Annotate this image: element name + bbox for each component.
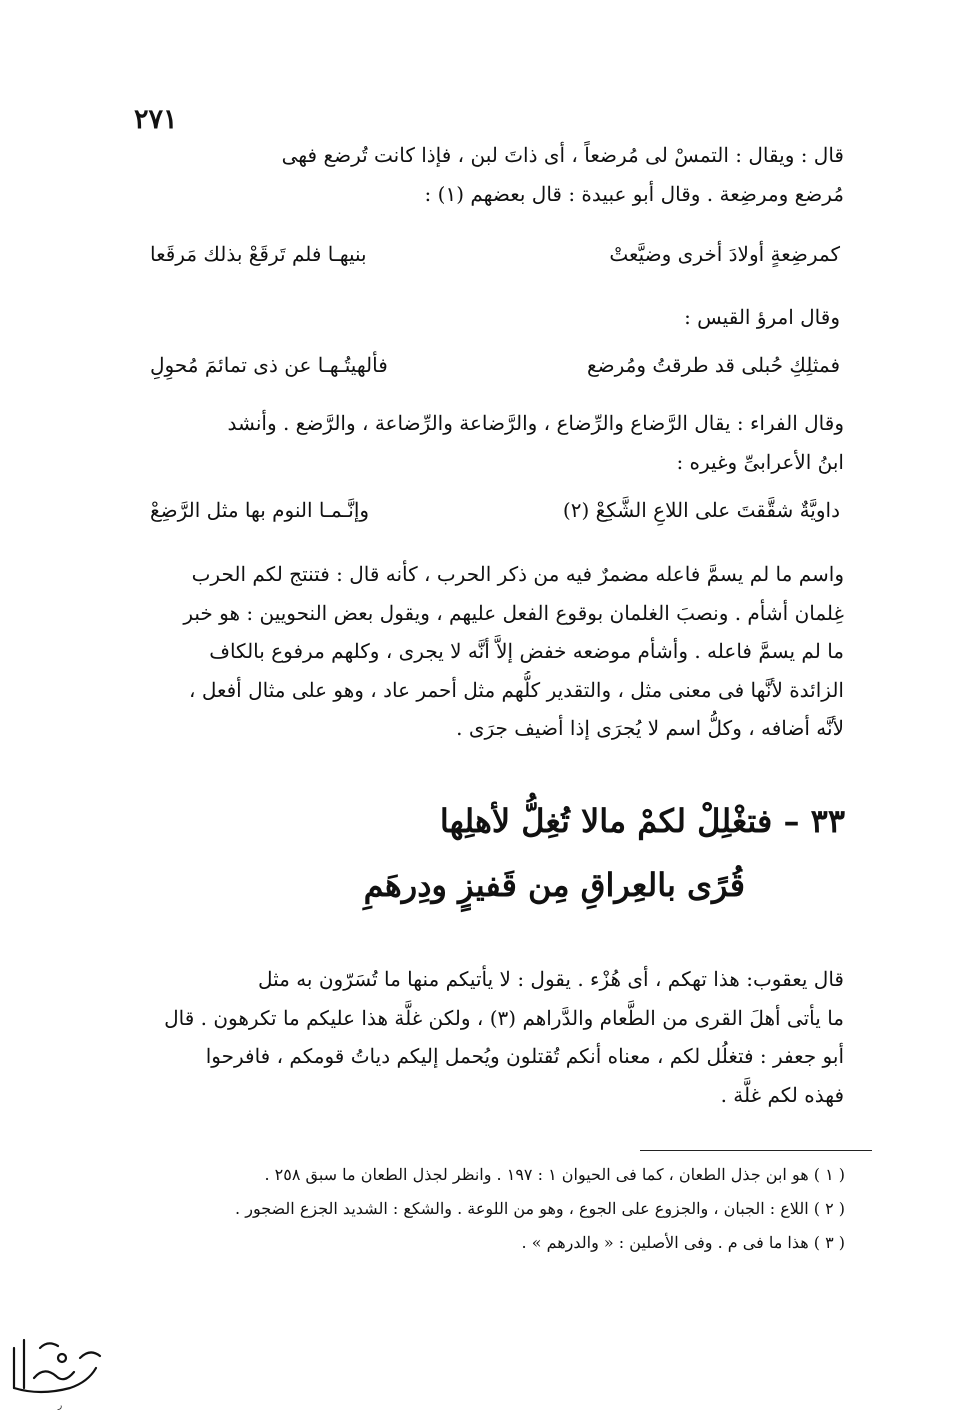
poem-line-1 [440,798,845,844]
verse-hemistich-second: وإنَّـمـا النوم بها مثل الرَّضِعْ [150,498,370,522]
verse-hemistich-first: كمرضِعةٍ أولادَ أخرى وضيَّعتْ [609,242,840,266]
poem-line-2 [364,862,745,908]
text-line: واسم ما لم يسمَّ فاعله مضمرٌ فيه من ذكر الحرب ، كأنه قال : فتنتج لكم الحرب [191,562,844,586]
text-line: ابنُ الأعرابىِّ وغيره : [676,449,844,474]
verse-2 [150,345,840,385]
verse-hemistich-first: فمثلِكِ حُبلى قد طرقتُ ومُرضع [587,353,840,377]
paragraph-4 [132,555,844,748]
paragraph-1 [132,136,844,213]
footnote-3: ( ٣ ) هذا ما فى م . وفى الأصلين : « والدرهم » . [521,1233,845,1252]
page-number: ٢٧١ [134,104,178,135]
poem-hemistich-second: قُرًى بالعِراقِ مِن قَفيزٍ ودِرهَمِ [363,866,745,904]
verse-hemistich-first: داويَّةٌ شقَّقتَ على اللاعِ الشَّكِعْ (٢) [562,498,840,522]
verse-hemistich-second: فألهيتُـهـا عن ذى تمائمَ مُحوِلِ [150,353,388,377]
text-line: ما لم يسمَّ فاعله . وأشأم موضعه خفض إلاَّ أنَّه لا يجرى ، وكلهم مرفوع بالكاف [209,639,844,663]
footnote-1: ( ١ ) هو ابن جذل الطعان ، كما فى الحيوان ١ : ١٩٧ . وانظر لجذل الطعان ما سبق ٢٥٨ . [264,1165,845,1184]
footnote-2: ( ٢ ) اللاع : الجبان ، والجزوع على الجوع ، وهو من اللوعة . والشكع : الشديد الجزع الضجور . [235,1199,845,1218]
text-line: الزائدة لأنَّها فى معنى مثل ، والتقدير كلُّهم مثل أحمر عاد ، وهو على مثال أفعل ، [189,677,844,702]
text-line: قال يعقوب: هذا تهكم ، أى هُزْء . يقول : لا يأتيكم منها ما تُسَرّون به مثل [257,967,844,991]
verse-2-intro: وقال امرؤ القيس : [684,305,840,329]
watermark-logo-icon [0,1318,112,1418]
text-line: وقال الفراء : يقال الرَّضاع والرِّضاع ، والرَّضاعة والرِّضاعة ، والرَّضع . وأنشد [227,411,844,435]
svg-text:ر: ر [57,1401,63,1411]
verse-3 [150,490,840,530]
paragraph-3 [132,404,844,481]
verse-hemistich-second: بنيهـا فلم تَرقَعْ بذلك مَرقَعا [150,242,367,266]
text-line: ما يأتى أهلَ القرى من الطَّعام والدَّراهم (٣) ، ولكن غلَّة هذا عليكم ما تكرهون . قال [164,1005,844,1030]
verse-1 [150,234,840,274]
text-line: لأنَّه أضافه ، وكلُّ اسم لا يُجرَى إذا أضيف جرَى . [456,716,844,740]
text-line: قال : ويقال : التمسْ لى مُرضعاً ، أى ذاتَ لبن ، فإذا كانت تُرضع فهى [281,143,844,167]
text-line: غِلمان أشأم . ونصبَ الغلمان بوقوع الفعل عليهم ، ويقول بعض النحويين : هو خبر [183,600,844,625]
paragraph-5 [132,960,844,1114]
footnote-divider [640,1150,872,1151]
poem-number: ٣٣ – [783,802,845,840]
text-line: فهذه لكم غلَّة . [720,1082,844,1107]
text-line: أبو جعفر : فتغلُل لكم ، معناه أنكم تُقتلون ويُحمل إليكم دياتُ قومكم ، فافرحوا [205,1044,844,1068]
poem-hemistich-first: فتغْلِلْ لكمْ مالا تُغِلُّ لأهلِها [439,802,773,840]
text-line: مُرضع ومرضِعة . وقال أبو عبيدة : قال بعضهم (١) : [424,181,844,206]
